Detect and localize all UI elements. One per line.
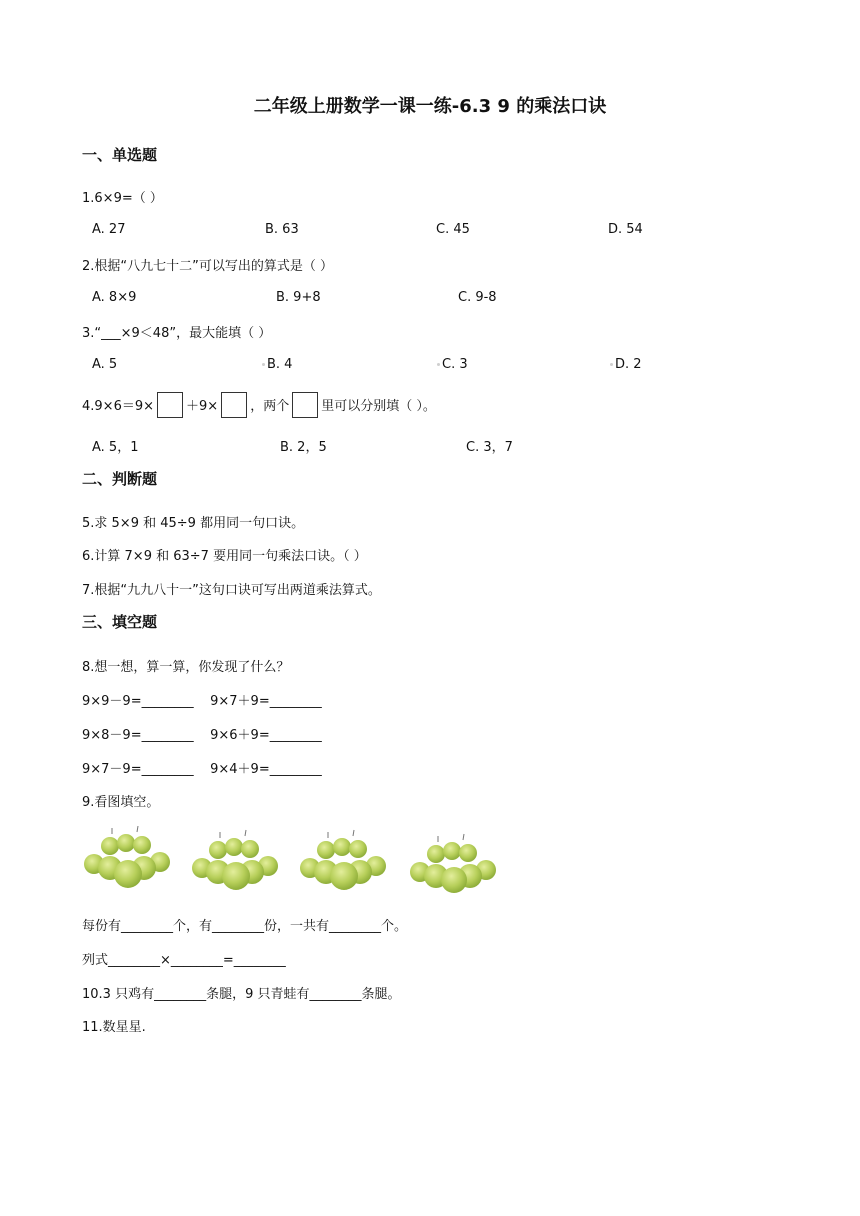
section-heading-fill-blank: 三、填空题 xyxy=(82,613,158,631)
q1-option-a[interactable]: A. 27 xyxy=(92,222,126,237)
answer-box[interactable] xyxy=(157,392,183,418)
q3-option-d[interactable] xyxy=(610,357,642,372)
question-8-stem: 8.想一想，算一算，你发现了什么？ xyxy=(82,660,290,675)
q3-option-a[interactable]: A. 5 xyxy=(92,357,118,372)
question-6: 6.计算 7×9 和 63÷7 要用同一句乘法口诀。（ ） xyxy=(82,549,367,564)
q3-option-d-label: D. 2 xyxy=(615,357,642,372)
apple-group-1 xyxy=(84,826,170,888)
question-10: 10.3 只鸡有________条腿，9 只青蛙有________条腿。 xyxy=(82,987,401,1002)
q1-option-b[interactable]: B. 63 xyxy=(265,222,299,237)
q2-option-b[interactable]: B. 9+8 xyxy=(276,290,321,305)
q8-row-2: 9×8－9=________ 9×6＋9=________ xyxy=(82,728,322,743)
question-2-stem: 2.根据“八九七十二”可以写出的算式是（ ） xyxy=(82,259,334,274)
apple-groups-image xyxy=(82,826,502,896)
apple-group-2 xyxy=(192,830,278,890)
q4-option-c[interactable]: C. 3，7 xyxy=(466,440,513,455)
apple-group-4 xyxy=(410,834,496,893)
bullet-dot-icon xyxy=(437,363,440,366)
q4-part-3: ，两个 xyxy=(250,399,290,414)
question-4-stem xyxy=(82,392,436,422)
q8-row-1: 9×9－9=________ 9×7＋9=________ xyxy=(82,694,322,709)
q4-part-1: 4.9×6＝9× xyxy=(82,399,155,414)
q1-option-c[interactable]: C. 45 xyxy=(436,222,470,237)
section-heading-single-choice: 一、单选题 xyxy=(82,146,158,164)
question-1-stem: 1.6×9=（ ） xyxy=(82,191,163,206)
q9-line-1: 每份有________个，有________份，一共有________个。 xyxy=(82,919,408,934)
section-heading-true-false: 二、判断题 xyxy=(82,470,158,488)
q4-option-b[interactable]: B. 2，5 xyxy=(280,440,327,455)
q1-option-d[interactable]: D. 54 xyxy=(608,222,643,237)
question-7: 7.根据“九九八十一”这句口诀可写出两道乘法算式。 xyxy=(82,583,381,598)
q4-part-2: ＋9× xyxy=(186,399,219,414)
question-5: 5.求 5×9 和 45÷9 都用同一句口诀。 xyxy=(82,516,305,531)
q3-option-b[interactable] xyxy=(262,357,292,372)
q8-row-3: 9×7－9=________ 9×4＋9=________ xyxy=(82,762,322,777)
bullet-dot-icon xyxy=(610,363,613,366)
question-11: 11.数星星. xyxy=(82,1020,146,1035)
q3-option-c[interactable] xyxy=(437,357,468,372)
q4-option-a[interactable]: A. 5，1 xyxy=(92,440,139,455)
question-9-stem: 9.看图填空。 xyxy=(82,795,160,810)
answer-box[interactable] xyxy=(221,392,247,418)
q3-option-c-label: C. 3 xyxy=(442,357,468,372)
bullet-dot-icon xyxy=(262,363,265,366)
q2-option-c[interactable]: C. 9-8 xyxy=(458,290,497,305)
q2-option-a[interactable]: A. 8×9 xyxy=(92,290,137,305)
answer-box-reference xyxy=(292,392,318,418)
q4-part-4: 里可以分别填（ ）。 xyxy=(321,399,436,414)
q9-line-2: 列式________×________=________ xyxy=(82,953,286,968)
apple-group-3 xyxy=(300,830,386,890)
q3-option-b-label: B. 4 xyxy=(267,357,293,372)
question-3-stem: 3.“___×9＜48”，最大能填（ ） xyxy=(82,326,272,341)
page-title: 二年级上册数学一课一练-6.3 9 的乘法口诀 xyxy=(253,96,607,117)
